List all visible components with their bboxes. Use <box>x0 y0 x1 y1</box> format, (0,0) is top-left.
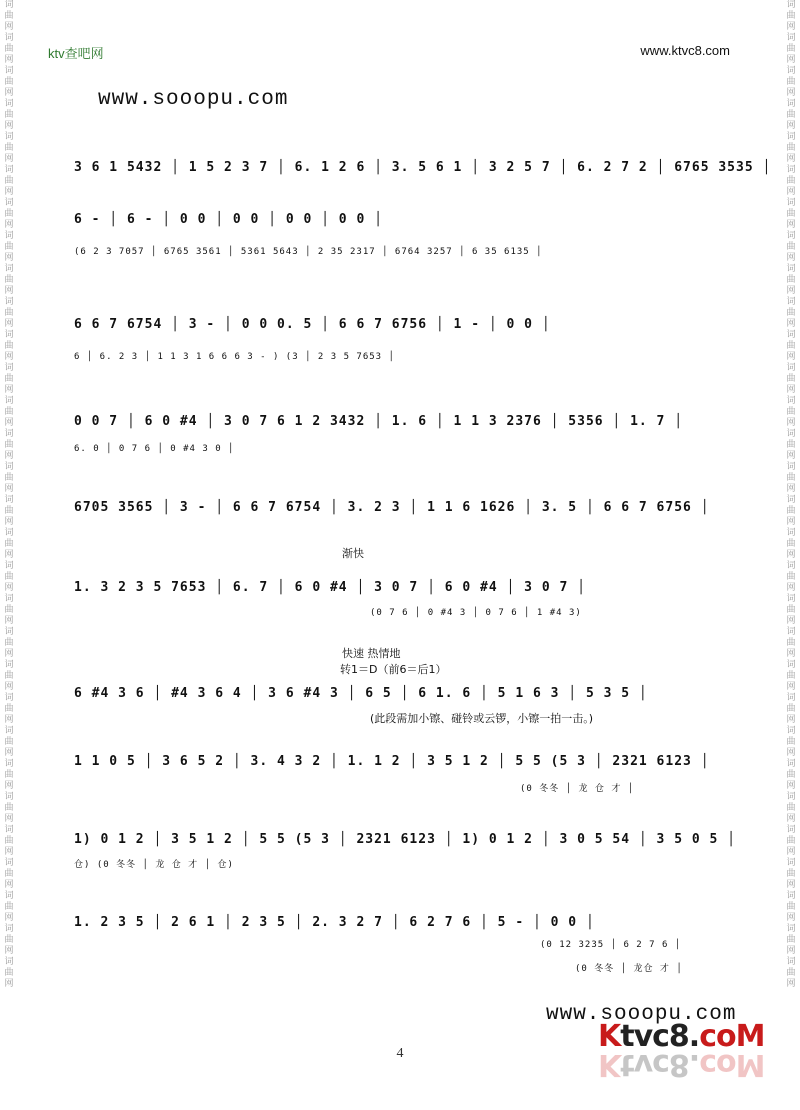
side-watermark-char: 词 <box>786 231 796 241</box>
side-watermark-char: 网 <box>786 484 796 494</box>
side-watermark-char: 网 <box>4 187 14 197</box>
side-watermark-char: 网 <box>786 352 796 362</box>
side-watermark-char: 词 <box>786 924 796 934</box>
side-watermark-char: 曲 <box>786 572 796 582</box>
side-watermark-char: 曲 <box>4 176 14 186</box>
side-watermark-char: 曲 <box>4 968 14 978</box>
side-watermark-char: 曲 <box>786 473 796 483</box>
side-watermark-char: 词 <box>4 462 14 472</box>
side-watermark-char: 词 <box>786 297 796 307</box>
side-watermark-char: 网 <box>786 814 796 824</box>
side-watermark-char: 网 <box>786 220 796 230</box>
side-watermark-char: 曲 <box>4 869 14 879</box>
side-watermark-char: 曲 <box>4 77 14 87</box>
side-watermark-char: 词 <box>786 99 796 109</box>
side-watermark-char: 词 <box>4 858 14 868</box>
side-watermark-char: 曲 <box>4 209 14 219</box>
side-watermark-char: 词 <box>4 330 14 340</box>
side-watermark-char: 词 <box>4 660 14 670</box>
side-watermark-char: 网 <box>4 847 14 857</box>
side-watermark-char: 曲 <box>786 275 796 285</box>
side-watermark-char: 曲 <box>4 605 14 615</box>
side-watermark-char: 曲 <box>786 143 796 153</box>
side-watermark-char: 网 <box>4 484 14 494</box>
side-watermark-char: 词 <box>4 726 14 736</box>
side-watermark-char: 曲 <box>786 671 796 681</box>
side-watermark-char: 曲 <box>4 737 14 747</box>
side-watermark-char: 词 <box>786 561 796 571</box>
side-watermark-char: 网 <box>4 550 14 560</box>
side-watermark-char: 词 <box>786 429 796 439</box>
side-watermark-char: 网 <box>4 88 14 98</box>
side-watermark-char: 曲 <box>4 836 14 846</box>
score-row-2-accompaniment: (6 2 3 7057 │ 6765 3561 │ 5361 5643 │ 2 35 2317 │ 6764 3257 │ 6 35 6135 │ <box>74 247 543 257</box>
side-watermark-char: 曲 <box>786 407 796 417</box>
side-watermark-char: 词 <box>4 198 14 208</box>
side-watermark-char: 网 <box>786 748 796 758</box>
side-watermark-char: 曲 <box>786 242 796 252</box>
side-watermark-char: 网 <box>4 352 14 362</box>
side-watermark-char: 曲 <box>786 869 796 879</box>
side-watermark-char: 网 <box>4 715 14 725</box>
page-number: 4 <box>396 1046 404 1061</box>
side-watermark-char: 网 <box>786 781 796 791</box>
side-watermark-char: 曲 <box>786 440 796 450</box>
side-watermark-char: 曲 <box>4 44 14 54</box>
side-watermark-char: 词 <box>786 462 796 472</box>
watermark-url-bottom: www.sooopu.com <box>546 1003 737 1026</box>
side-watermark-char: 网 <box>786 979 796 989</box>
side-watermark-char: 网 <box>786 55 796 65</box>
score-row-10-accompaniment: (0 12 3235 │ 6 2 7 6 │ <box>540 940 682 950</box>
side-watermark-char: 词 <box>4 99 14 109</box>
side-watermark-char: 网 <box>786 616 796 626</box>
side-watermark-char: 词 <box>786 396 796 406</box>
side-watermark-char: 曲 <box>4 341 14 351</box>
watermark-url-top: www.sooopu.com <box>98 88 289 111</box>
side-watermark-char: 词 <box>4 891 14 901</box>
side-watermark-char: 词 <box>4 165 14 175</box>
side-watermark-char: 网 <box>786 253 796 263</box>
side-watermark-char: 词 <box>786 363 796 373</box>
side-watermark-char: 网 <box>4 781 14 791</box>
side-watermark-char: 词 <box>4 924 14 934</box>
score-row-6: 1. 3 2 3 5 7653 │ 6. 7 │ 6 0 #4 │ 3 0 7 │ 6 0 #4 │ 3 0 7 │ <box>74 580 586 595</box>
side-watermark-char: 曲 <box>786 770 796 780</box>
side-watermark-char: 词 <box>4 693 14 703</box>
side-watermark-char: 网 <box>4 913 14 923</box>
side-watermark-char: 曲 <box>4 110 14 120</box>
side-watermark-char: 网 <box>4 385 14 395</box>
side-watermark-char: 曲 <box>4 506 14 516</box>
side-watermark-right <box>784 0 798 1110</box>
side-watermark-char: 网 <box>4 220 14 230</box>
side-watermark-char: 网 <box>4 682 14 692</box>
side-watermark-char: 曲 <box>786 902 796 912</box>
side-watermark-char: 曲 <box>4 374 14 384</box>
side-watermark-char: 网 <box>786 715 796 725</box>
ktvc8-logo: Ktvc8.coM Ktvc8.coM <box>598 1019 765 1082</box>
side-watermark-char: 网 <box>786 517 796 527</box>
side-watermark-char: 网 <box>786 880 796 890</box>
side-watermark-char: 网 <box>4 253 14 263</box>
side-watermark-char: 网 <box>786 913 796 923</box>
side-watermark-char: 网 <box>4 121 14 131</box>
side-watermark-char: 词 <box>786 528 796 538</box>
score-row-6-accompaniment: (0 7 6 │ 0 #4 3 │ 0 7 6 │ 1 #4 3) <box>370 608 582 618</box>
side-watermark-char: 词 <box>786 891 796 901</box>
side-watermark-char: 曲 <box>786 539 796 549</box>
score-row-1: 3 6 1 5432 │ 1 5 2 3 7 │ 6. 1 2 6 │ 3. 5 6 1 │ 3 2 5 7 │ 6. 2 7 2 │ 6765 3535 │ <box>74 160 772 175</box>
side-watermark-char: 网 <box>786 418 796 428</box>
side-watermark-char: 曲 <box>786 737 796 747</box>
side-watermark-char: 网 <box>4 649 14 659</box>
side-watermark-char: 词 <box>4 528 14 538</box>
side-watermark-char: 词 <box>786 594 796 604</box>
side-watermark-char: 曲 <box>4 308 14 318</box>
side-watermark-char: 词 <box>4 231 14 241</box>
side-watermark-char: 词 <box>4 561 14 571</box>
side-watermark-char: 曲 <box>786 968 796 978</box>
side-watermark-char: 曲 <box>786 308 796 318</box>
side-watermark-char: 网 <box>786 583 796 593</box>
score-row-10-percussion: (0 冬冬 │ 龙仓 才 │ <box>575 964 683 974</box>
side-watermark-char: 曲 <box>4 473 14 483</box>
side-watermark-char: 曲 <box>4 539 14 549</box>
score-row-5: 6705 3565 │ 3 - │ 6 6 7 6754 │ 3. 2 3 │ 1 1 6 1626 │ 3. 5 │ 6 6 7 6756 │ <box>74 500 710 515</box>
side-watermark-char: 曲 <box>786 77 796 87</box>
score-row-9: 1) 0 1 2 │ 3 5 1 2 │ 5 5 (5 3 │ 2321 6123 │ 1) 0 1 2 │ 3 0 5 54 │ 3 5 0 5 │ <box>74 832 736 847</box>
side-watermark-char: 曲 <box>4 440 14 450</box>
score-row-2: 6 - │ 6 - │ 0 0 │ 0 0 │ 0 0 │ 0 0 │ <box>74 212 383 227</box>
side-watermark-char: 词 <box>4 363 14 373</box>
side-watermark-char: 网 <box>4 154 14 164</box>
side-watermark-char: 词 <box>786 132 796 142</box>
side-watermark-char: 曲 <box>4 275 14 285</box>
side-watermark-char: 网 <box>4 517 14 527</box>
side-watermark-char: 网 <box>786 154 796 164</box>
side-watermark-char: 曲 <box>4 572 14 582</box>
side-watermark-char: 词 <box>4 0 14 10</box>
score-row-7: 6 #4 3 6 │ #4 3 6 4 │ 3 6 #4 3 │ 6 5 │ 6 1. 6 │ 5 1 6 3 │ 5 3 5 │ <box>74 686 648 701</box>
side-watermark-char: 网 <box>4 946 14 956</box>
side-watermark-char: 网 <box>4 880 14 890</box>
side-watermark-char: 曲 <box>786 638 796 648</box>
side-watermark-char: 网 <box>786 847 796 857</box>
side-watermark-char: 词 <box>786 198 796 208</box>
side-watermark-char: 网 <box>4 451 14 461</box>
score-row-9-percussion: 仓) (0 冬冬 │ 龙 仓 才 │ 仓) <box>74 860 234 870</box>
side-watermark-char: 曲 <box>786 176 796 186</box>
side-watermark-char: 网 <box>4 616 14 626</box>
side-watermark-char: 曲 <box>786 209 796 219</box>
side-watermark-char: 曲 <box>786 935 796 945</box>
side-watermark-char: 词 <box>786 726 796 736</box>
side-watermark-char: 词 <box>786 858 796 868</box>
side-watermark-char: 词 <box>4 396 14 406</box>
side-watermark-char: 曲 <box>786 110 796 120</box>
side-watermark-char: 词 <box>786 264 796 274</box>
side-watermark-char: 曲 <box>4 935 14 945</box>
side-watermark-char: 曲 <box>786 605 796 615</box>
side-watermark-char: 网 <box>786 946 796 956</box>
side-watermark-char: 曲 <box>786 836 796 846</box>
side-watermark-char: 网 <box>4 55 14 65</box>
side-watermark-char: 词 <box>786 495 796 505</box>
side-watermark-char: 词 <box>786 660 796 670</box>
side-watermark-char: 网 <box>786 187 796 197</box>
side-watermark-char: 曲 <box>786 44 796 54</box>
side-watermark-char: 词 <box>4 429 14 439</box>
side-watermark-char: 网 <box>786 550 796 560</box>
side-watermark-char: 曲 <box>4 407 14 417</box>
side-watermark-char: 网 <box>4 319 14 329</box>
side-watermark-char: 曲 <box>4 671 14 681</box>
score-row-3: 6 6 7 6754 │ 3 - │ 0 0 0. 5 │ 6 6 7 6756 │ 1 - │ 0 0 │ <box>74 317 551 332</box>
side-watermark-char: 网 <box>786 88 796 98</box>
side-watermark-char: 词 <box>4 594 14 604</box>
side-watermark-char: 词 <box>786 165 796 175</box>
side-watermark-char: 词 <box>786 759 796 769</box>
side-watermark-char: 词 <box>4 627 14 637</box>
side-watermark-char: 词 <box>786 825 796 835</box>
side-watermark-char: 曲 <box>786 704 796 714</box>
side-watermark-char: 曲 <box>4 143 14 153</box>
score-row-4-accompaniment: 6. 0 │ 0 7 6 │ 0 #4 3 0 │ <box>74 444 235 454</box>
side-watermark-char: 曲 <box>4 803 14 813</box>
score-row-10: 1. 2 3 5 │ 2 6 1 │ 2 3 5 │ 2. 3 2 7 │ 6 2 7 6 │ 5 - │ 0 0 │ <box>74 915 595 930</box>
side-watermark-char: 曲 <box>786 11 796 21</box>
tempo-kuaisu: 快速 热情地 <box>342 647 401 660</box>
side-watermark-char: 词 <box>4 825 14 835</box>
score-row-4: 0 0 7 │ 6 0 #4 │ 3 0 7 6 1 2 3432 │ 1. 6 │ 1 1 3 2376 │ 5356 │ 1. 7 │ <box>74 414 684 429</box>
side-watermark-char: 词 <box>4 33 14 43</box>
header-site-name[interactable]: ktv查吧网 <box>48 46 104 61</box>
side-watermark-char: 网 <box>786 319 796 329</box>
side-watermark-char: 词 <box>4 792 14 802</box>
side-watermark-char: 曲 <box>4 638 14 648</box>
side-watermark-char: 网 <box>4 748 14 758</box>
side-watermark-char: 曲 <box>786 341 796 351</box>
side-watermark-char: 网 <box>786 286 796 296</box>
side-watermark-char: 词 <box>4 759 14 769</box>
side-watermark-char: 曲 <box>4 902 14 912</box>
score-row-8: 1 1 0 5 │ 3 6 5 2 │ 3. 4 3 2 │ 1. 1 2 │ 3 5 1 2 │ 5 5 (5 3 │ 2321 6123 │ <box>74 754 710 769</box>
side-watermark-char: 词 <box>4 495 14 505</box>
key-change: 转1＝D（前6＝后1） <box>340 663 447 676</box>
side-watermark-char: 词 <box>786 627 796 637</box>
side-watermark-char: 曲 <box>4 11 14 21</box>
side-watermark-char: 词 <box>786 66 796 76</box>
side-watermark-char: 网 <box>786 22 796 32</box>
performance-instruction: (此段需加小镲、碰铃或云锣，小镲一拍一击。) <box>370 712 594 725</box>
side-watermark-char: 曲 <box>4 242 14 252</box>
side-watermark-char: 词 <box>4 264 14 274</box>
side-watermark-char: 词 <box>786 792 796 802</box>
side-watermark-char: 网 <box>786 649 796 659</box>
side-watermark-char: 词 <box>786 0 796 10</box>
side-watermark-char: 曲 <box>786 803 796 813</box>
tempo-jiankuai: 渐快 <box>342 547 364 560</box>
side-watermark-char: 网 <box>4 418 14 428</box>
header-site-url[interactable]: www.ktvc8.com <box>640 43 730 58</box>
side-watermark-char: 曲 <box>4 770 14 780</box>
side-watermark-char: 词 <box>4 66 14 76</box>
side-watermark-char: 曲 <box>786 374 796 384</box>
side-watermark-char: 词 <box>786 33 796 43</box>
side-watermark-char: 曲 <box>786 506 796 516</box>
side-watermark-char: 词 <box>4 132 14 142</box>
side-watermark-char: 词 <box>4 957 14 967</box>
side-watermark-char: 网 <box>786 121 796 131</box>
side-watermark-left <box>2 0 16 1110</box>
side-watermark-char: 词 <box>786 957 796 967</box>
side-watermark-char: 曲 <box>4 704 14 714</box>
side-watermark-char: 网 <box>4 583 14 593</box>
side-watermark-char: 网 <box>4 22 14 32</box>
side-watermark-char: 网 <box>4 814 14 824</box>
score-row-8-percussion: (0 冬冬 │ 龙 仓 才 │ <box>520 784 635 794</box>
side-watermark-char: 网 <box>786 451 796 461</box>
side-watermark-char: 词 <box>786 330 796 340</box>
side-watermark-char: 词 <box>786 693 796 703</box>
side-watermark-char: 词 <box>4 297 14 307</box>
score-row-3-accompaniment: 6 │ 6. 2 3 │ 1 1 3 1 6 6 6 3 - ) (3 │ 2 3 5 7653 │ <box>74 352 395 362</box>
side-watermark-char: 网 <box>4 286 14 296</box>
side-watermark-char: 网 <box>786 385 796 395</box>
side-watermark-char: 网 <box>786 682 796 692</box>
side-watermark-char: 网 <box>4 979 14 989</box>
